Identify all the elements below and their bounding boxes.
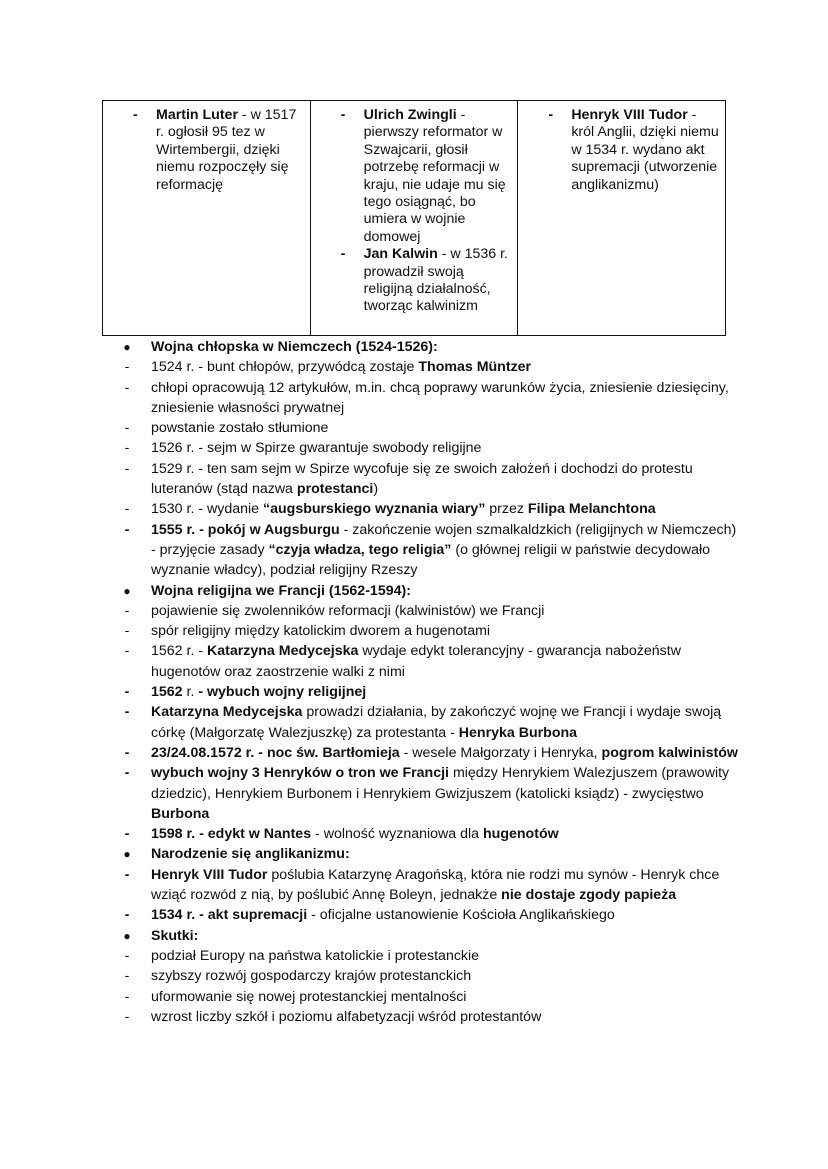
- reformer-cell-3: [518, 101, 726, 336]
- text-run: r.: [182, 684, 199, 701]
- list-item: [120, 641, 740, 682]
- text-run: hugenotów: [483, 826, 559, 843]
- list-item: [120, 946, 740, 966]
- text-run: Skutki:: [151, 927, 199, 944]
- text-run: ): [373, 481, 379, 498]
- text-run: Katarzyna Medycejska: [151, 704, 303, 721]
- text-run: Narodzenie się anglikanizmu:: [151, 846, 350, 863]
- list-item: [120, 418, 740, 438]
- list-item: [120, 499, 740, 519]
- text-run: między Henrykiem Walezjuszem (prawowity dziedzic), Henrykiem Burbonem i Henrykiem Gwizjuszem (katolicki ksiądz) - zwycięstwo: [151, 765, 730, 802]
- reformers-row: [103, 101, 726, 336]
- text-run: - wolność wyznaniowa dla: [311, 826, 483, 843]
- section-heading: [120, 337, 740, 357]
- text-run: 1562 r. -: [151, 643, 207, 660]
- dash-marker: -: [124, 684, 130, 701]
- dash-marker: -: [340, 107, 346, 123]
- text-run: protestanci: [296, 481, 374, 498]
- dash-marker: -: [548, 107, 554, 123]
- dash-marker: -: [124, 623, 130, 640]
- text-run: spór religijny między katolickim dworem a hugenotami: [151, 623, 491, 640]
- text-run: Wojna religijna we Francji (1562-1594):: [151, 582, 411, 599]
- section-heading: [120, 581, 740, 601]
- text-run: podział Europy na państwa katolickie i protestanckie: [151, 947, 480, 964]
- text-run: “czyja władza, tego religia”: [268, 541, 452, 558]
- dash-marker: -: [124, 826, 130, 843]
- dash-marker: -: [124, 460, 130, 477]
- list-item: [120, 702, 740, 743]
- dash-marker: -: [124, 744, 130, 761]
- list-item: [120, 520, 740, 581]
- list-item: [120, 743, 740, 763]
- notes-list: [120, 337, 740, 1027]
- text-run: - zakończenie wojen szmalkaldzkich (religijnych w Niemczech) - przyjęcie zasady: [151, 521, 737, 558]
- dash-marker: -: [124, 1008, 130, 1025]
- dash-marker: -: [124, 420, 130, 437]
- list-item: [120, 601, 740, 621]
- reformer-entry: [109, 107, 304, 194]
- text-run: Henryka Burbona: [458, 724, 578, 741]
- list-item: [120, 1007, 740, 1027]
- text-run: 1534 r. - akt supremacji: [151, 907, 308, 924]
- text-run: poślubia Katarzynę Aragońską, która nie rodzi mu synów - Henryk chce wziąć rozwód z nią, by poślubić Annę Boleyn, jednakże: [151, 866, 720, 904]
- reformer-description: - w 1517 r. ogłosił 95 tez w Wirtembergii, dzięki niemu rozpoczęły się reformację: [156, 107, 297, 193]
- text-run: 1526 r. - sejm w Spirze gwarantuje swobody religijne: [151, 440, 482, 457]
- dash-marker: -: [124, 704, 130, 721]
- text-run: Filipa Melanchtona: [527, 501, 656, 518]
- dash-marker: -: [124, 379, 130, 396]
- text-run: 1524 r. - bunt chłopów, przywódcą zostaje: [151, 359, 419, 376]
- bullet-marker: ●: [123, 847, 131, 862]
- text-run: Henryk VIII Tudor: [151, 866, 268, 883]
- list-item: [120, 905, 740, 925]
- reformers-table: [102, 100, 726, 336]
- text-run: - wesele Małgorzaty i Henryka,: [399, 744, 602, 761]
- text-run: prowadzi działania, by zakończyć wojnę we Francji i wydaje swoją córkę (Małgorzatę Walezjuszkę) za protestanta -: [151, 704, 722, 741]
- dash-marker: -: [124, 866, 130, 883]
- dash-marker: -: [133, 107, 138, 123]
- text-run: 1562: [151, 684, 183, 701]
- dash-marker: -: [124, 501, 130, 518]
- dash-marker: -: [124, 359, 130, 376]
- text-run: przez: [485, 501, 528, 518]
- text-run: - wybuch wojny religijnej: [198, 684, 367, 701]
- dash-marker: -: [124, 907, 130, 924]
- bullet-marker: ●: [123, 340, 131, 354]
- list-item: [120, 824, 740, 844]
- text-run: 1530 r. - wydanie: [151, 501, 263, 518]
- bullet-marker: ●: [123, 928, 131, 943]
- text-run: 23/24.08.1572 r. - noc św. Bartłomieja: [151, 744, 400, 761]
- text-run: uformowanie się nowej protestanckiej mentalności: [151, 988, 467, 1005]
- text-run: “augsburskiego wyznania wiary”: [263, 501, 486, 518]
- text-run: powstanie zostało stłumione: [151, 420, 329, 437]
- reformer-entry: [317, 246, 512, 316]
- dash-marker: -: [124, 988, 130, 1005]
- dash-marker: -: [124, 765, 130, 782]
- text-run: - oficjalne ustanowienie Kościoła Anglikańskiego: [307, 907, 615, 924]
- dash-marker: -: [124, 440, 130, 457]
- reformer-description: - pierwszy reformator w Szwajcarii, głosił potrzebę reformacji w kraju, nie udaje mu się tego osiągnąć, bo umiera w wojnie domowej: [363, 107, 506, 245]
- dash-marker: -: [124, 521, 130, 538]
- list-item: [120, 438, 740, 458]
- reformer-name: Martin Luter: [156, 107, 238, 123]
- section-heading: [120, 926, 740, 946]
- dash-marker: -: [340, 246, 346, 263]
- text-run: 1598 r. - edykt w Nantes: [151, 826, 312, 843]
- text-run: (o głównej religii w państwie decydowało wyznanie władcy), podział religijny Rzeszy: [151, 541, 711, 579]
- text-run: wybuch wojny 3 Henryków o tron we Francji: [151, 765, 449, 782]
- text-run: wzrost liczby szkół i poziomu alfabetyzacji wśród protestantów: [151, 1008, 542, 1025]
- list-item: [120, 357, 740, 377]
- reformer-cell-2: [310, 101, 518, 336]
- dash-marker: -: [124, 968, 130, 985]
- section-heading: [120, 844, 740, 864]
- text-run: pogrom kalwinistów: [601, 744, 738, 761]
- reformer-name: Jan Kalwin: [363, 246, 438, 263]
- dash-marker: -: [124, 602, 130, 619]
- text-run: nie dostaje zgody papieża: [501, 887, 677, 904]
- reformer-description: - w 1536 r. prowadził swoją religijną działalność, tworząc kalwinizm: [363, 246, 508, 315]
- text-run: 1555 r. - pokój w Augsburgu: [151, 521, 340, 538]
- reformer-name: Henryk VIII Tudor: [571, 107, 688, 123]
- text-run: Thomas Müntzer: [418, 359, 532, 376]
- list-item: [120, 378, 740, 419]
- reformer-name: Ulrich Zwingli: [363, 107, 457, 123]
- reformer-description: - król Anglii, dzięki niemu w 1534 r. wydano akt supremacji (utworzenie anglikanizmu): [571, 107, 719, 193]
- dash-marker: -: [124, 947, 130, 964]
- list-item: [120, 987, 740, 1007]
- reformer-cell-1: [103, 101, 311, 336]
- reformer-entry: [317, 107, 512, 246]
- text-run: Wojna chłopska w Niemczech (1524-1526):: [151, 339, 438, 355]
- text-run: wydaje edykt tolerancyjny - gwarancja nabożeństw hugenotów oraz zaostrzenie walki z nimi: [151, 643, 681, 680]
- list-item: [120, 763, 740, 824]
- list-item: [120, 682, 740, 702]
- text-run: 1529 r. - ten sam sejm w Spirze wycofuje się ze swoich założeń i dochodzi do protestu luteranów (stąd nazwa: [151, 460, 693, 498]
- text-run: Katarzyna Medycejska: [207, 643, 359, 660]
- list-item: [120, 966, 740, 986]
- list-item: [120, 865, 740, 906]
- list-item: [120, 459, 740, 500]
- text-run: szybszy rozwój gospodarczy krajów protestanckich: [151, 968, 472, 985]
- text-run: Burbona: [151, 805, 210, 822]
- text-run: chłopi opracowują 12 artykułów, m.in. chcą poprawy warunków życia, zniesienie dziesięciny, zniesienie własności prywatnej: [151, 379, 729, 416]
- reformer-entry: [524, 107, 719, 194]
- list-item: [120, 621, 740, 641]
- dash-marker: -: [124, 643, 130, 660]
- bullet-marker: ●: [123, 583, 131, 598]
- text-run: pojawienie się zwolenników reformacji (kalwinistów) we Francji: [151, 602, 545, 619]
